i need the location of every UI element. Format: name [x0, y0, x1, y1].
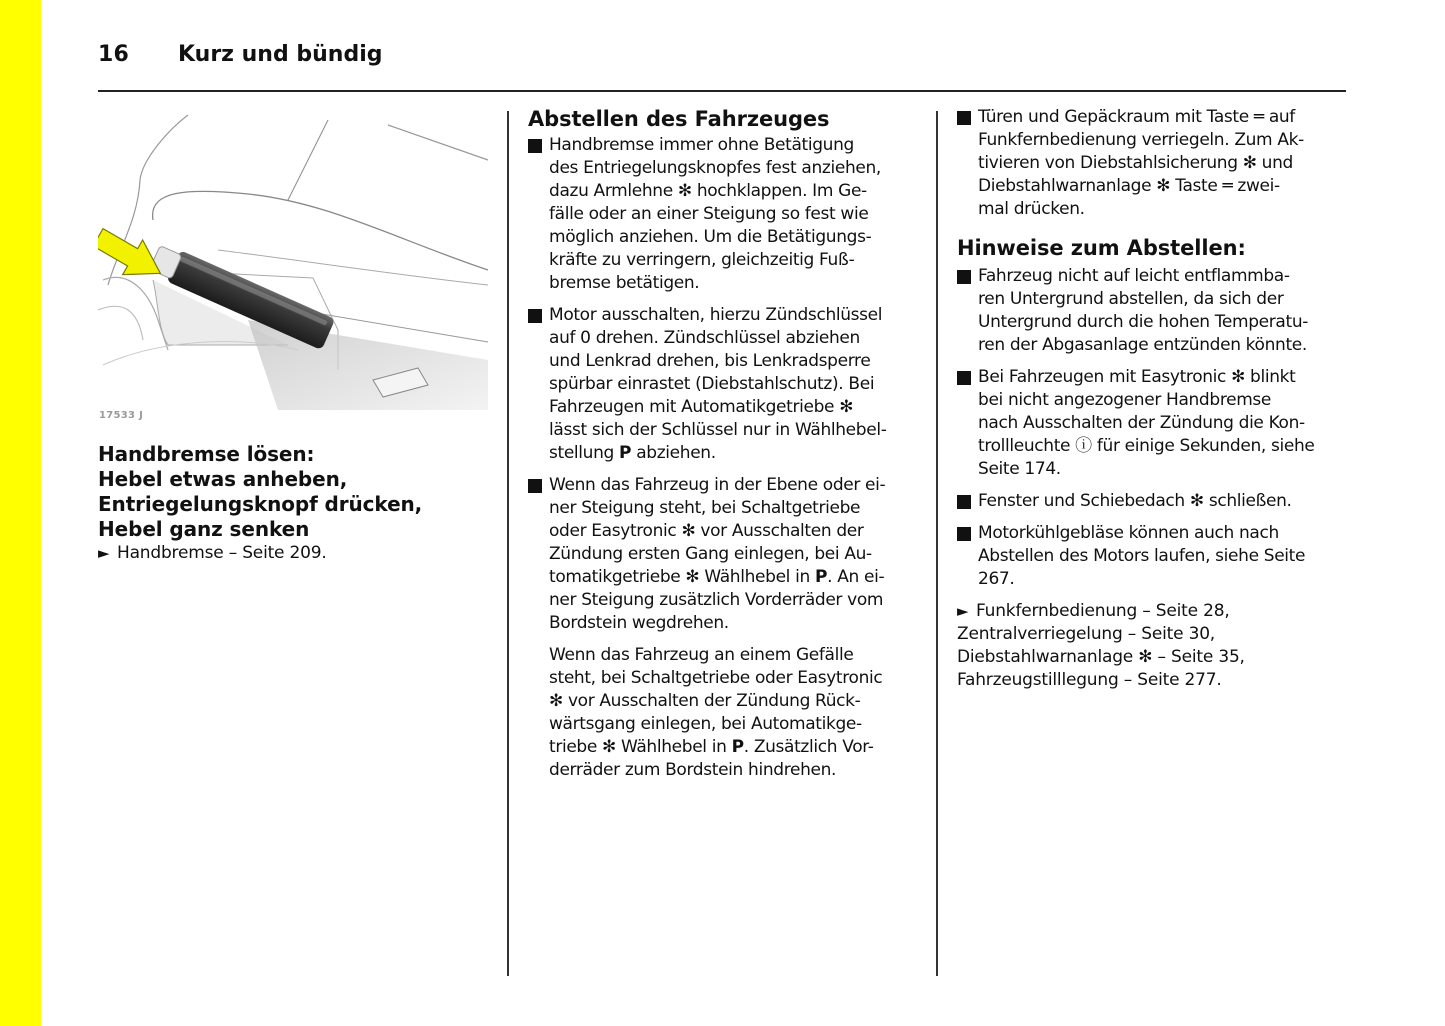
list-item: [957, 265, 1349, 357]
text-line: nach Ausschalten der Zündung die Kon-: [978, 413, 1305, 433]
text-fragment: triebe ✻ Wählhebel in: [549, 737, 732, 757]
list-item: [957, 366, 1349, 481]
square-bullet-icon: [528, 139, 542, 153]
list-item: [957, 106, 1349, 221]
text-line: [549, 442, 920, 465]
text-line: Fahrzeug nicht auf leicht entflammba-: [978, 266, 1290, 286]
text-line: bremse betätigen.: [549, 273, 700, 293]
caption-line: Handbremse lösen:: [98, 442, 315, 466]
text-line: Zündung ersten Gang einlegen, bei Au-: [549, 544, 872, 564]
section-title-hinweise: Hinweise zum Abstellen:: [957, 236, 1246, 260]
text-line: Motorkühlgebläse können auch nach: [978, 523, 1279, 543]
bullet-list: [957, 265, 1349, 591]
column-divider-right: [936, 111, 938, 976]
text-line: spürbar einrastet (Diebstahlschutz). Bei: [549, 374, 875, 394]
yellow-edge-strip: [0, 0, 41, 1026]
square-bullet-icon: [957, 371, 971, 385]
caption-line: Entriegelungsknopf drücken,: [98, 492, 423, 516]
column-middle: [528, 104, 920, 791]
text-line: ✻ vor Ausschalten der Zündung Rück-: [549, 691, 861, 711]
page-number: 16: [98, 42, 130, 67]
text-line: Bei Fahrzeugen mit Easytronic ✻ blinkt: [978, 367, 1296, 387]
text-line: Fahrzeugen mit Automatikgetriebe ✻: [549, 397, 854, 417]
text-line: derräder zum Bordstein hindrehen.: [549, 760, 837, 780]
text-line: Diebstahlwarnanlage ✻ Taste ═ zwei-: [978, 176, 1280, 196]
square-bullet-icon: [957, 270, 971, 284]
text-line: Bordstein wegdrehen.: [549, 613, 729, 633]
text-line: tivieren von Diebstahlsicherung ✻ und: [978, 153, 1293, 173]
text-line: ner Steigung steht, bei Schaltgetriebe: [549, 498, 861, 518]
text-line: dazu Armlehne ✻ hochklappen. Im Ge-: [549, 181, 867, 201]
text-line: kräfte zu verringern, gleichzeitig Fuß-: [549, 250, 855, 270]
cross-reference-text: Funkfernbedienung – Seite 28,: [976, 601, 1230, 621]
cross-references: [957, 600, 1349, 692]
text-line: oder Easytronic ✻ vor Ausschalten der: [549, 521, 864, 541]
caption-line: Hebel etwas anheben,: [98, 467, 348, 491]
handbrake-illustration: [98, 110, 490, 410]
list-item: [957, 522, 1349, 591]
gear-position-p: P: [814, 567, 828, 587]
text-line: Untergrund durch die hohen Temperatu-: [978, 312, 1309, 332]
continuation-paragraph: [528, 644, 920, 782]
text-line: möglich anziehen. Um die Betätigungs-: [549, 227, 872, 247]
text-line: [957, 600, 1349, 623]
triangle-right-icon: ►: [957, 602, 969, 620]
text-line: mal drücken.: [978, 199, 1085, 219]
square-bullet-icon: [957, 111, 971, 125]
cross-reference-text: Handbremse – Seite 209.: [117, 543, 327, 563]
text-fragment: . An ei-: [827, 567, 885, 587]
text-line: Motor ausschalten, hierzu Zündschlüssel: [549, 305, 883, 325]
text-line: Funkfernbedienung verriegeln. Zum Ak-: [978, 130, 1304, 150]
chapter-title: Kurz und bündig: [178, 42, 383, 67]
text-line: 267.: [978, 569, 1015, 589]
text-line: Seite 174.: [978, 459, 1061, 479]
header-rule: [98, 90, 1346, 92]
text-line: ren der Abgasanlage entzünden könnte.: [978, 335, 1307, 355]
text-line: Handbremse immer ohne Betätigung: [549, 135, 854, 155]
caption-line: Hebel ganz senken: [98, 517, 310, 541]
text-line: wärtsgang einlegen, bei Automatikge-: [549, 714, 862, 734]
list-item: [528, 474, 920, 635]
list-item: [528, 134, 920, 295]
text-line: und Lenkrad drehen, bis Lenkradsperre: [549, 351, 871, 371]
triangle-right-icon: ►: [98, 544, 110, 562]
text-line: Wenn das Fahrzeug in der Ebene oder ei-: [549, 475, 886, 495]
square-bullet-icon: [528, 479, 542, 493]
text-line: des Entriegelungsknopfes fest anziehen,: [549, 158, 881, 178]
bullet-list-top: [957, 106, 1349, 221]
square-bullet-icon: [957, 527, 971, 541]
bullet-list: [528, 134, 920, 635]
text-line: Türen und Gepäckraum mit Taste ═ auf: [978, 107, 1295, 127]
column-right: [957, 106, 1349, 692]
text-line: ren Untergrund abstellen, da sich der: [978, 289, 1284, 309]
section-title-abstellen: Abstellen des Fahrzeuges: [528, 107, 830, 131]
square-bullet-icon: [957, 495, 971, 509]
text-fragment: . Zusätzlich Vor-: [743, 737, 874, 757]
column-divider-left: [507, 111, 509, 976]
list-item: [957, 490, 1349, 513]
text-line: auf 0 drehen. Zündschlüssel abziehen: [549, 328, 860, 348]
gear-position-p: P: [619, 443, 632, 463]
text-fragment: stellung: [549, 443, 620, 463]
text-line: Abstellen des Motors laufen, siehe Seite: [978, 546, 1306, 566]
text-line: [549, 736, 920, 759]
text-line: ner Steigung zusätzlich Vorderräder vom: [549, 590, 884, 610]
text-line: trollleuchte ⓘ für einige Sekunden, siehe: [978, 436, 1315, 456]
text-line: steht, bei Schaltgetriebe oder Easytronic: [549, 668, 883, 688]
text-fragment: abziehen.: [631, 443, 716, 463]
gear-position-p: P: [731, 737, 744, 757]
square-bullet-icon: [528, 309, 542, 323]
text-line: bei nicht angezogener Handbremse: [978, 390, 1272, 410]
cross-reference-text: Fahrzeugstilllegung – Seite 277.: [957, 670, 1222, 690]
cross-reference-text: Zentralverriegelung – Seite 30,: [957, 624, 1216, 644]
text-line: Wenn das Fahrzeug an einem Gefälle: [549, 645, 854, 665]
text-line: Fenster und Schiebedach ✻ schließen.: [978, 491, 1292, 511]
text-line: [549, 566, 920, 589]
cross-reference-text: Diebstahlwarnanlage ✻ – Seite 35,: [957, 647, 1245, 667]
figure-id-label: 17533 J: [99, 410, 144, 421]
text-line: lässt sich der Schlüssel nur in Wählhebel-: [549, 420, 887, 440]
cross-reference: [98, 542, 490, 565]
text-fragment: tomatikgetriebe ✻ Wählhebel in: [549, 567, 815, 587]
handbrake-figure: [98, 110, 490, 428]
column-left: [98, 104, 490, 565]
figure-caption-title: [98, 442, 490, 542]
list-item: [528, 304, 920, 465]
text-line: fälle oder an einer Steigung so fest wie: [549, 204, 869, 224]
